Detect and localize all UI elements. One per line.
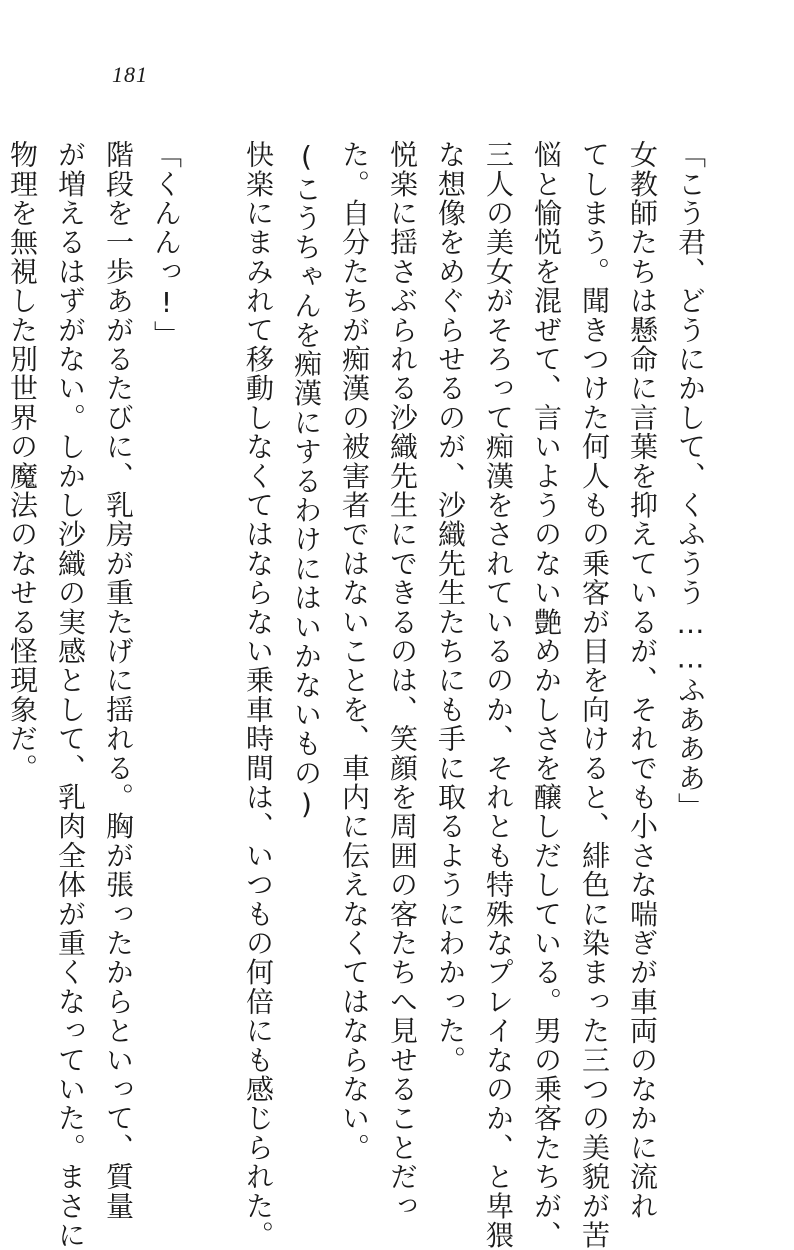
text-line: 快楽にまみれて移動しなくてはならない乗車時間は、いつもの何倍にも感じられた。 [242,140,275,1250]
text-line: な想像をめぐらせるのが、沙織先生たちにも手に取るようにわかった。 [434,140,467,1075]
blank-line [190,140,234,1150]
text-line: 悦楽に揺さぶられる沙織先生にできるのは、笑顔を周囲の客たちへ見せることだっ [386,140,419,1221]
text-line: てしまう。聞きつけた何人もの乗客が目を向けると、緋色に染まった三つの美貌が苦 [578,140,611,1250]
text-line: 「くんんっ!」 [150,140,183,350]
text-line: (こうちゃんを痴漢にするわけにはいかないもの) [290,140,323,822]
text-line: 物理を無視した別世界の魔法のなせる怪現象だ。 [6,140,39,783]
text-line: が増えるはずがない。しかし沙織の実感として、乳肉全体が重くなっていた。まさに [54,140,87,1250]
text-line: 階段を一歩あがるたびに、乳房が重たげに揺れる。胸が張ったからといって、質量 [102,140,135,1221]
text-line: た。自分たちが痴漢の被害者ではないことを、車内に伝えなくてはならない。 [338,140,371,1162]
text-line: 悩と愉悦を混ぜて、言いようのない艶めかしさを醸しだしている。男の乗客たちが、 [530,140,563,1250]
text-line: 三人の美女がそろって痴漢をされているのか、それとも特殊なプレイなのか、と卑猥 [482,140,515,1250]
page-number: 181 [112,62,148,87]
text-line: 女教師たちは懸命に言葉を抑えているが、それでも小さな喘ぎが車両のなかに流れ [626,140,659,1221]
body-text [0,140,714,1250]
text-line: 「こう君、どうにかして、くふうう……ふあああ」 [674,140,707,822]
